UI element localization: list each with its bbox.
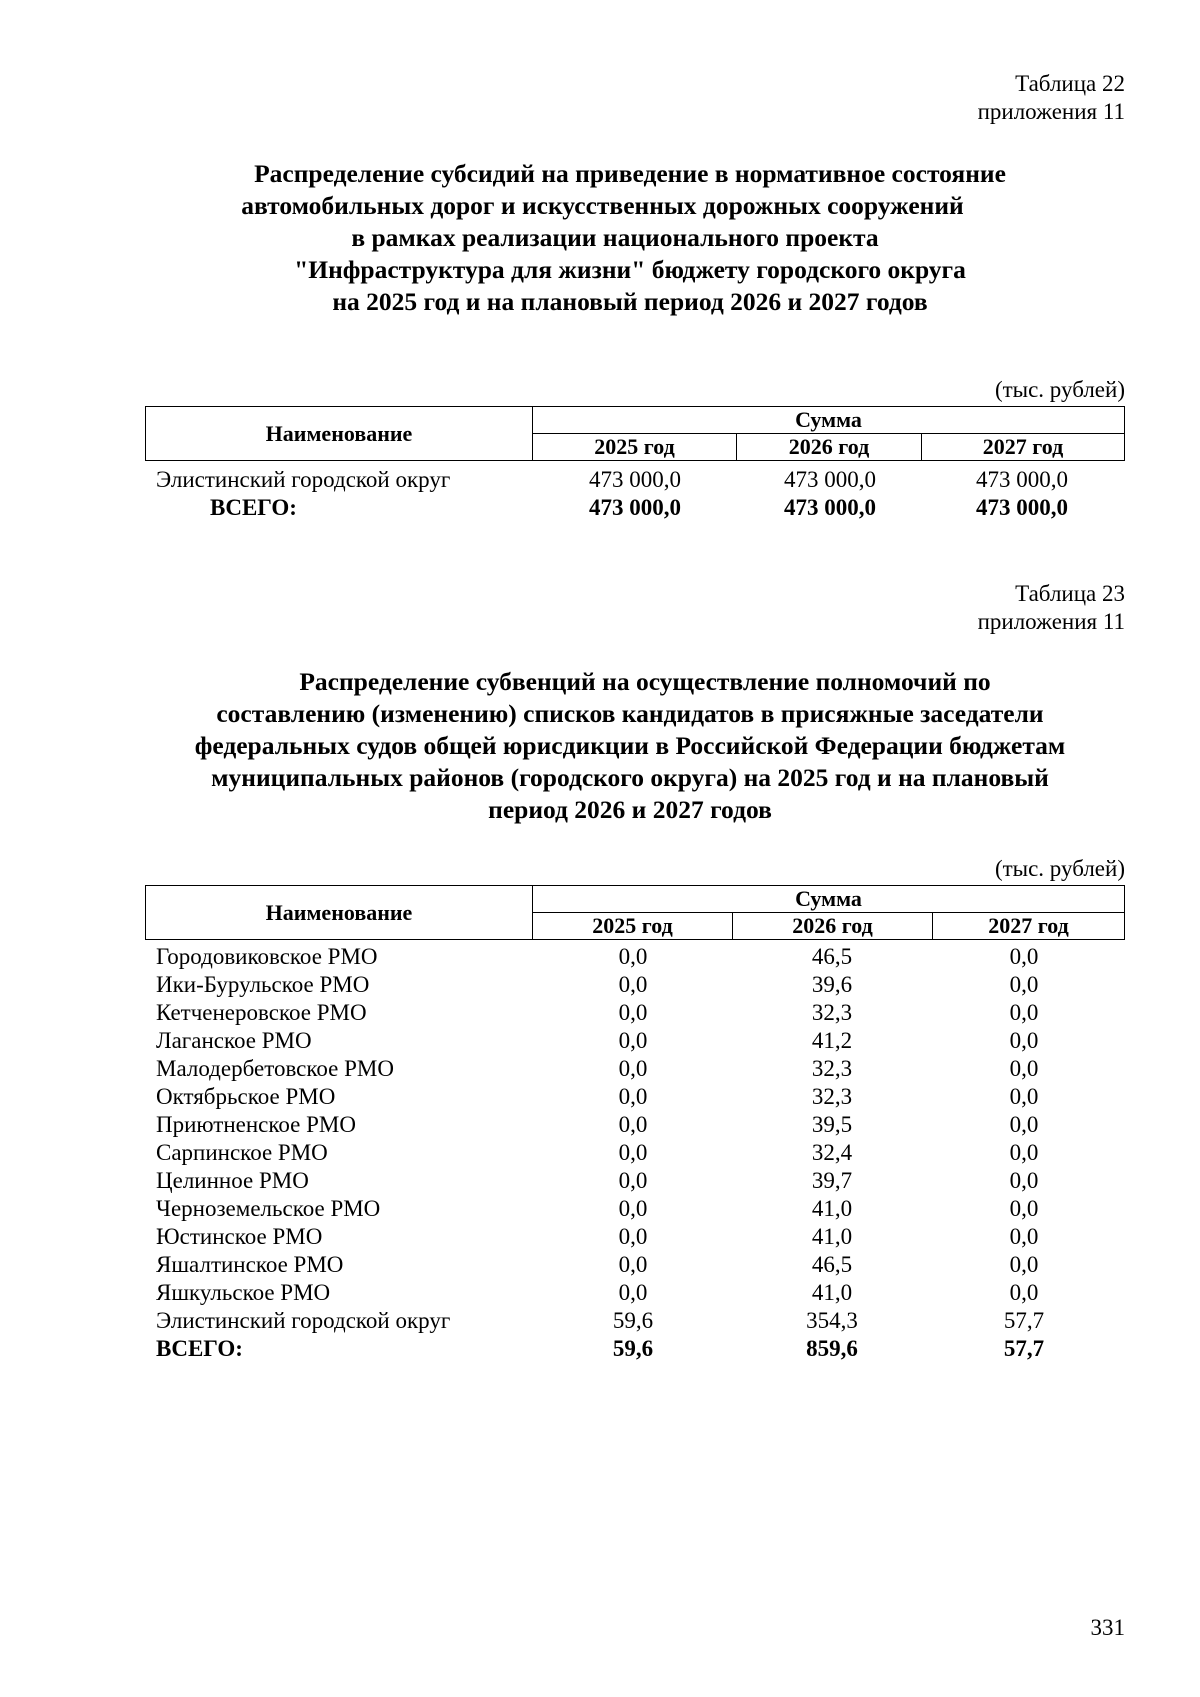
total-value-2027: 57,7: [1003, 1336, 1045, 1361]
table23-title-line: Распределение субвенций на осуществление полномочий по: [299, 667, 991, 696]
row-value-2025: 0,0: [618, 1112, 648, 1137]
row-value-2027: 0,0: [1009, 1168, 1039, 1193]
table23-title-line: муниципальных районов (городского округа) на 2025 год и на плановый: [211, 763, 1049, 792]
table-row: [0, 999, 1200, 1027]
row-name: Приютненское РМО: [156, 1112, 356, 1137]
row-value-2026: 41,0: [811, 1280, 853, 1305]
table23-header-2027: 2027 год: [933, 913, 1125, 940]
table-row: [0, 1195, 1200, 1223]
row-value-2025: 0,0: [618, 944, 648, 969]
row-value-2025: 0,0: [618, 1028, 648, 1053]
table22-header: [145, 406, 1125, 461]
row-value-2026: 46,5: [811, 944, 853, 969]
row-value-2026: 41,0: [811, 1196, 853, 1221]
table22-caption-number: Таблица 22: [1015, 71, 1125, 96]
table23-caption-number: Таблица 23: [1015, 581, 1125, 606]
table22-caption: [978, 70, 1125, 126]
row-value-2027: 0,0: [1009, 1280, 1039, 1305]
table22-title: [130, 158, 1130, 318]
row-value-2027: 473 000,0: [976, 467, 1068, 492]
total-value-2025: 59,6: [612, 1336, 654, 1361]
row-value-2025: 0,0: [618, 1084, 648, 1109]
table-total-row: [0, 1335, 1200, 1363]
table23-header-2026: 2026 год: [733, 913, 933, 940]
row-value-2026: 473 000,0: [784, 467, 876, 492]
row-value-2025: 0,0: [618, 1196, 648, 1221]
row-name: Ики-Бурульское РМО: [156, 972, 370, 997]
total-value-2025: 473 000,0: [589, 495, 681, 520]
table22-title-line: на 2025 год и на плановый период 2026 и 2027 годов: [332, 287, 928, 316]
row-value-2025: 473 000,0: [589, 467, 681, 492]
row-value-2027: 0,0: [1009, 944, 1039, 969]
table-row: [0, 943, 1200, 971]
row-value-2025: 0,0: [618, 1000, 648, 1025]
row-name: Лаганское РМО: [156, 1028, 312, 1053]
table22-header-name: Наименование: [146, 407, 533, 461]
row-value-2025: 0,0: [618, 1140, 648, 1165]
row-name: Яшкульское РМО: [156, 1280, 331, 1305]
row-value-2027: 0,0: [1009, 1112, 1039, 1137]
row-name: Черноземельское РМО: [156, 1196, 381, 1221]
table23-title-line: период 2026 и 2027 годов: [488, 795, 772, 824]
row-value-2027: 57,7: [1003, 1308, 1045, 1333]
row-name: Кетченеровское РМО: [156, 1000, 367, 1025]
row-value-2025: 0,0: [618, 1224, 648, 1249]
row-value-2026: 32,3: [811, 1084, 853, 1109]
row-value-2025: 0,0: [618, 1252, 648, 1277]
row-value-2026: 32,3: [811, 1056, 853, 1081]
row-value-2026: 39,7: [811, 1168, 853, 1193]
total-label: ВСЕГО:: [210, 495, 297, 520]
total-value-2027: 473 000,0: [976, 495, 1068, 520]
total-value-2026: 859,6: [806, 1336, 858, 1361]
table-row: [0, 1055, 1200, 1083]
table22-title-line: "Инфраструктура для жизни" бюджету городского округа: [294, 255, 966, 284]
row-name: Целинное РМО: [156, 1168, 309, 1193]
row-value-2026: 39,5: [811, 1112, 853, 1137]
row-name: Октябрьское РМО: [156, 1084, 336, 1109]
table23-header-sum: Сумма: [533, 886, 1125, 913]
row-value-2026: 41,0: [811, 1224, 853, 1249]
row-value-2027: 0,0: [1009, 1084, 1039, 1109]
table22-title-line: Распределение субсидий на приведение в нормативное состояние: [254, 159, 1006, 188]
table-row: [0, 1279, 1200, 1307]
table-row: [0, 1027, 1200, 1055]
table22-header-sum: Сумма: [533, 407, 1125, 434]
row-value-2025: 0,0: [618, 1280, 648, 1305]
total-value-2026: 473 000,0: [784, 495, 876, 520]
row-value-2027: 0,0: [1009, 1000, 1039, 1025]
row-value-2026: 46,5: [811, 1252, 853, 1277]
table23-title-line: составлению (изменению) списков кандидатов в присяжные заседатели: [216, 699, 1044, 728]
table22-header-2025: 2025 год: [533, 434, 737, 461]
table23-caption: [978, 580, 1125, 636]
row-value-2027: 0,0: [1009, 1224, 1039, 1249]
table-row: [0, 1251, 1200, 1279]
table22-body: [0, 466, 1200, 526]
row-name: Юстинское РМО: [156, 1224, 323, 1249]
row-value-2027: 0,0: [1009, 972, 1039, 997]
table-row: [0, 466, 1200, 494]
row-name: Сарпинское РМО: [156, 1140, 328, 1165]
table23-unit-label: (тыс. рублей): [994, 856, 1125, 881]
row-value-2025: 59,6: [612, 1308, 654, 1333]
row-value-2026: 39,6: [811, 972, 853, 997]
row-name: Городовиковское РМО: [156, 944, 378, 969]
row-value-2026: 354,3: [806, 1308, 858, 1333]
table23-header-name: Наименование: [146, 886, 533, 940]
page-number: 331: [1090, 1615, 1125, 1640]
table22-title-line: автомобильных дорог и искусственных дорожных сооружений: [241, 191, 964, 220]
table22-header-2027: 2027 год: [922, 434, 1125, 461]
row-value-2025: 0,0: [618, 1168, 648, 1193]
table-row: [0, 1167, 1200, 1195]
row-value-2025: 0,0: [618, 972, 648, 997]
table22-unit-label: (тыс. рублей): [994, 377, 1125, 402]
table-total-row: [0, 494, 1200, 522]
row-name: Яшалтинское РМО: [156, 1252, 344, 1277]
table-row: [0, 1223, 1200, 1251]
table23-title: [130, 666, 1130, 826]
row-value-2027: 0,0: [1009, 1056, 1039, 1081]
table-row: [0, 1139, 1200, 1167]
total-label: ВСЕГО:: [156, 1336, 243, 1361]
table23-header-2025: 2025 год: [533, 913, 733, 940]
row-value-2027: 0,0: [1009, 1252, 1039, 1277]
row-name: Элистинский городской округ: [156, 467, 451, 492]
table-row: [0, 971, 1200, 999]
row-name: Малодербетовское РМО: [156, 1056, 394, 1081]
row-value-2027: 0,0: [1009, 1196, 1039, 1221]
table22-caption-appendix: приложения 11: [977, 99, 1125, 124]
table-row: [0, 1307, 1200, 1335]
row-value-2026: 32,4: [811, 1140, 853, 1165]
table22-header-2026: 2026 год: [737, 434, 922, 461]
row-value-2027: 0,0: [1009, 1028, 1039, 1053]
row-value-2026: 32,3: [811, 1000, 853, 1025]
row-value-2025: 0,0: [618, 1056, 648, 1081]
table23-body: [0, 943, 1200, 1373]
table-row: [0, 1083, 1200, 1111]
table23-caption-appendix: приложения 11: [977, 609, 1125, 634]
table22-title-line: в рамках реализации национального проекта: [351, 223, 879, 252]
table-row: [0, 1111, 1200, 1139]
table23-title-line: федеральных судов общей юрисдикции в Российской Федерации бюджетам: [194, 731, 1066, 760]
row-value-2027: 0,0: [1009, 1140, 1039, 1165]
table23-header: [145, 885, 1125, 940]
row-name: Элистинский городской округ: [156, 1308, 451, 1333]
row-value-2026: 41,2: [811, 1028, 853, 1053]
